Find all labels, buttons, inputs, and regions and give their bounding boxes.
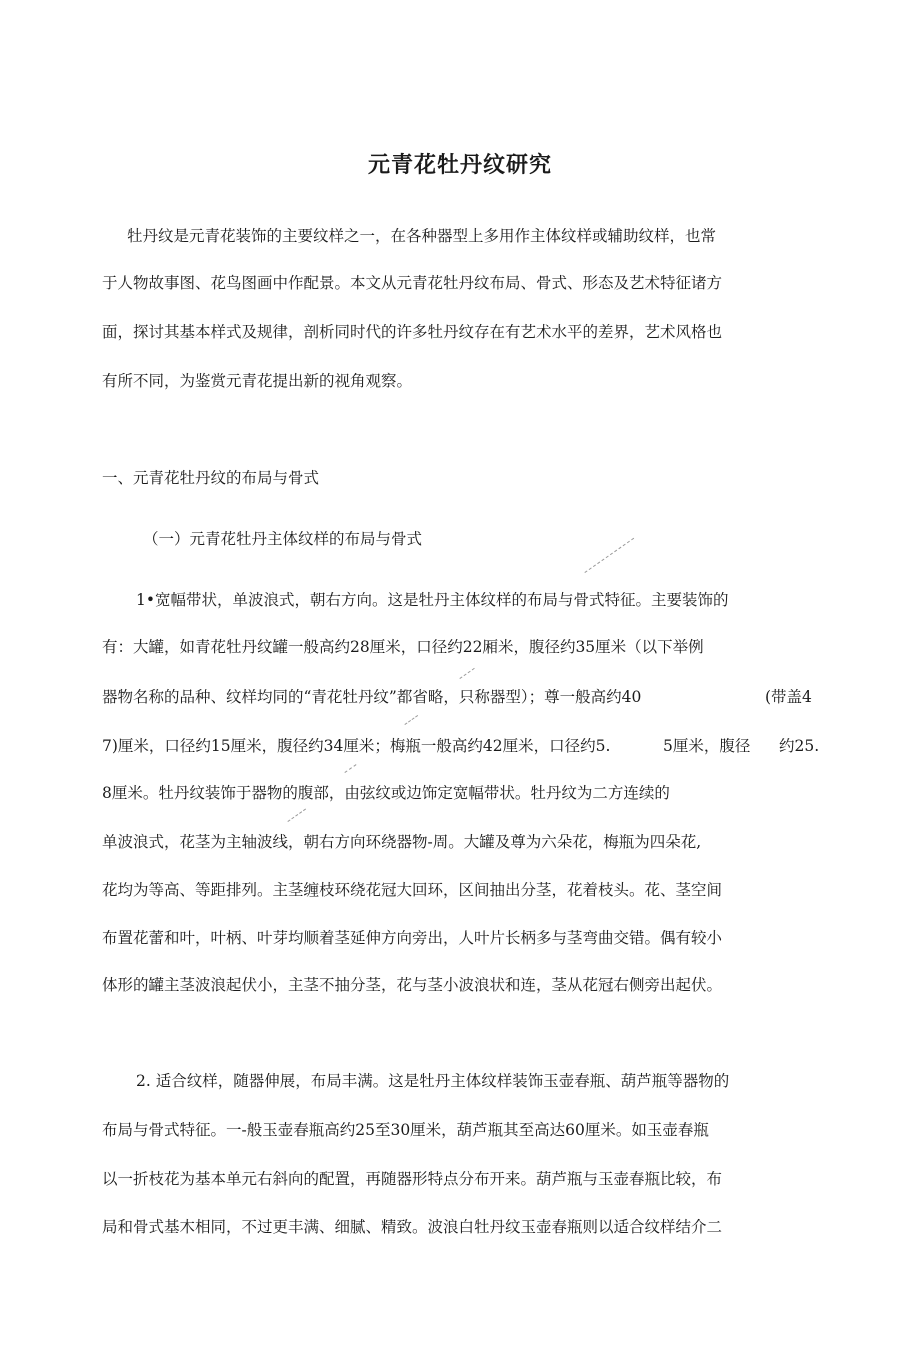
section-heading: 一、元青花牡丹纹的布局与骨式 — [102, 469, 320, 487]
abstract-line-2: 于人物故事图、花鸟图画中作配景。本文从元青花牡丹纹布局、骨式、形态及艺术特征诸方 — [102, 274, 723, 292]
para1-line-8: 布置花蕾和叶，叶柄、叶芽均顺着茎延伸方向旁出，人叶片长柄多与茎弯曲交错。偶有较小 — [102, 929, 723, 947]
scan-artifact — [404, 715, 418, 726]
para1-line-4-tail: 约25. — [779, 737, 820, 755]
para1-line-9: 体形的罐主茎波浪起伏小，主茎不抽分茎，花与茎小波浪状和连，茎从花冠右侧旁出起伏。 — [102, 976, 723, 994]
subsection-heading: （一）元青花牡丹主体纹样的布局与骨式 — [143, 530, 423, 548]
para2-line-3: 以一折枝花为基本单元右斜向的配置，再随器形特点分布开来。葫芦瓶与玉壶春瓶比较，布 — [102, 1170, 723, 1188]
para2-line-4: 局和骨式基木相同，不过更丰满、细腻、精致。波浪白牡丹纹玉壶春瓶则以适合纹样结介二 — [102, 1218, 723, 1236]
scan-artifact — [584, 538, 634, 574]
para2-line-2: 布局与骨式特征。一-般玉壶春瓶高约25至30厘米，葫芦瓶其至高达60厘米。如玉壶春瓶 — [102, 1121, 709, 1139]
abstract-line-1: 牡丹纹是元青花装饰的主要纹样之一，在各种器型上多用作主体纹样或辅助纹样，也常 — [127, 227, 717, 245]
para1-line-3-tail: (带盖4 — [765, 688, 812, 706]
scan-artifact — [344, 764, 357, 774]
scan-artifact — [287, 809, 306, 823]
abstract-line-3: 面，探讨其基本样式及规律，剖析同时代的许多牡丹纹存在有艺术水平的差界，艺术风格也 — [102, 323, 723, 341]
para1-line-6: 单波浪式，花茎为主轴波线，朝右方向环绕器物-周。大罐及尊为六朵花，梅瓶为四朵花, — [102, 833, 702, 851]
para1-line-2: 有：大罐，如青花牡丹纹罐一般高约28厘米，口径约22厢米，腹径约35厘米（以下举例 — [102, 638, 704, 656]
abstract-line-4: 有所不同，为鉴赏元青花提出新的视角观察。 — [102, 372, 413, 390]
scan-artifact — [459, 668, 475, 680]
para1-line-5: 8厘米。牡丹纹装饰于器物的腹部，由弦纹或边饰定宽幅带状。牡丹纹为二方连续的 — [102, 784, 670, 802]
para1-line-3: 器物名称的品种、纹样均同的“青花牡丹纹”都省略，只称器型）；尊一般高约40 — [102, 688, 642, 706]
para1-line-4-mid: 5厘米，腹径 — [663, 737, 751, 755]
para1-line-7: 花均为等高、等距排列。主茎缠枝环绕花冠大回环，区间抽出分茎，花着枝头。花、茎空间 — [102, 881, 723, 899]
para1-line-4: 7)厘米，口径约15厘米，腹径约34厘米；梅瓶一般高约42厘米，口径约5. — [102, 737, 611, 755]
document-title: 元青花牡丹纹研究 — [367, 152, 552, 178]
para2-line-1: 2. 适合纹样，随器伸展，布局丰满。这是牡丹主体纹样装饰玉壶春瓶、葫芦瓶等器物的 — [136, 1072, 730, 1090]
para1-line-1: 1•宽幅带状，单波浪式，朝右方向。这是牡丹主体纹样的布局与骨式特征。主要装饰的 — [136, 591, 729, 609]
